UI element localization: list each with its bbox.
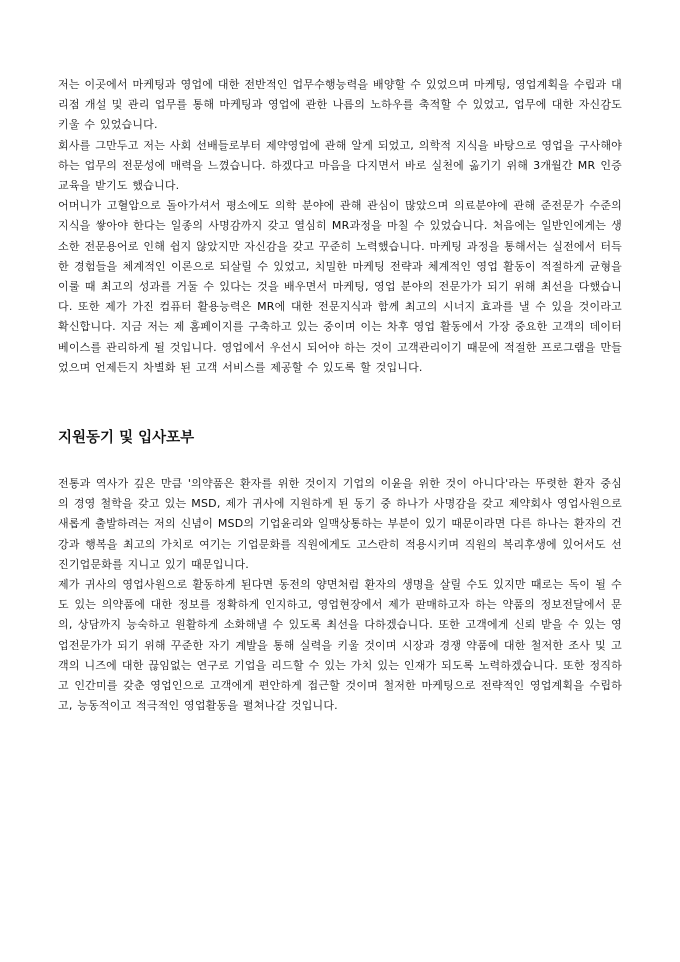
section-experience [58, 75, 622, 378]
section-motivation [58, 474, 622, 716]
paragraph: 제가 귀사의 영업사원으로 활동하게 된다면 동전의 양면처럼 환자의 생명을 살릴 수도 있지만 때로는 독이 될 수도 있는 의약품에 대한 정보를 정확하게 인지하고, 영업현장에서 제가 판매하고자 하는 약품의 정보전달에서 문의, 상담까지 능숙하고 원활하게 소화해낼 수 있도록 최선을 다하겠습니다. 또한 고객에게 신뢰 받을 수 있는 영업전문가가 되기 위해 꾸준한 자기 계발을 통해 실력을 키울 것이며 시장과 경쟁 약품에 대한 철저한 조사 및 고객의 니즈에 대한 끊임없는 연구로 기업을 리드할 수 있는 가치 있는 인재가 되도록 노력하겠습니다. 또한 정직하고 인간미를 갖춘 영업인으로 고객에게 편안하게 접근할 것이며 철저한 마케팅으로 전략적인 영업계획을 수립하고, 능동적이고 적극적인 영업활동을 펼쳐나갈 것입니다. [58, 578, 622, 713]
paragraph: 저는 이곳에서 마케팅과 영업에 대한 전반적인 업무수행능력을 배양할 수 있었으며 마케팅, 영업계획을 수립과 대리점 개설 및 관리 업무를 통해 마케팅과 영업에 관한 나름의 노하우를 축적할 수 있었고, 업무에 대한 자신감도 키울 수 있었습니다. [58, 78, 622, 132]
paragraph: 회사를 그만두고 저는 사회 선배들로부터 제약영업에 관해 알게 되었고, 의학적 지식을 바탕으로 영업을 구사해야 하는 업무의 전문성에 매력을 느꼈습니다. 하겠다고 마음을 다지면서 바로 실천에 옮기기 위해 3개월간 MR 인증 교육을 받기도 했습니다. [58, 138, 622, 193]
section-heading: 지원동기 및 입사포부 [58, 430, 195, 447]
paragraph: 전통과 역사가 깊은 만큼 '의약품은 환자를 위한 것이지 기업의 이윤을 위한 것이 아니다'라는 뚜렷한 환자 중심의 경영 철학을 갖고 있는 MSD, 제가 귀사에 지원하게 된 동기 중 하나가 사명감을 갖고 제약회사 영업사원으로 새롭게 출발하려는 저의 신념이 MSD의 기업윤리와 일맥상통하는 부분이 있기 때문이라면 다른 하나는 환자의 건강과 행복을 최고의 가치로 여기는 기업문화를 직원에게도 고스란히 적용시키며 직원의 복리후생에 있어서도 선진기업문화를 지니고 있기 때문입니다. [58, 477, 622, 571]
paragraph: 어머니가 고혈압으로 돌아가셔서 평소에도 의학 분야에 관해 관심이 많았으며 의료분야에 관해 준전문가 수준의 지식을 쌓아야 한다는 일종의 사명감까지 갖고 열심히 MR과정을 마칠 수 있었습니다. 처음에는 일반인에게는 생소한 전문용어로 인해 쉽지 않았지만 자신감을 갖고 꾸준히 노력했습니다. 마케팅 과정을 통해서는 실전에서 터득한 경험들을 체계적인 이론으로 되살릴 수 있었고, 치밀한 마케팅 전략과 체계적인 영업 활동이 적절하게 균형을 이룰 때 최고의 성과를 거둘 수 있다는 것을 배우면서 마케팅, 영업 분야의 전문가가 되기 위해 최선을 다했습니다. 또한 제가 가진 컴퓨터 활용능력은 MR에 대한 전문지식과 함께 최고의 시너지 효과를 낼 수 있을 것이라고 확신합니다. 지금 저는 제 홈페이지를 구축하고 있는 중이며 이는 차후 영업 활동에서 가장 중요한 고객의 데이터베이스를 관리하게 될 것입니다. 영업에서 우선시 되어야 하는 것이 고객관리이기 때문에 적절한 프로그램을 만들었으며 언제든지 차별화 된 고객 서비스를 제공할 수 있도록 할 것입니다. [58, 199, 622, 374]
